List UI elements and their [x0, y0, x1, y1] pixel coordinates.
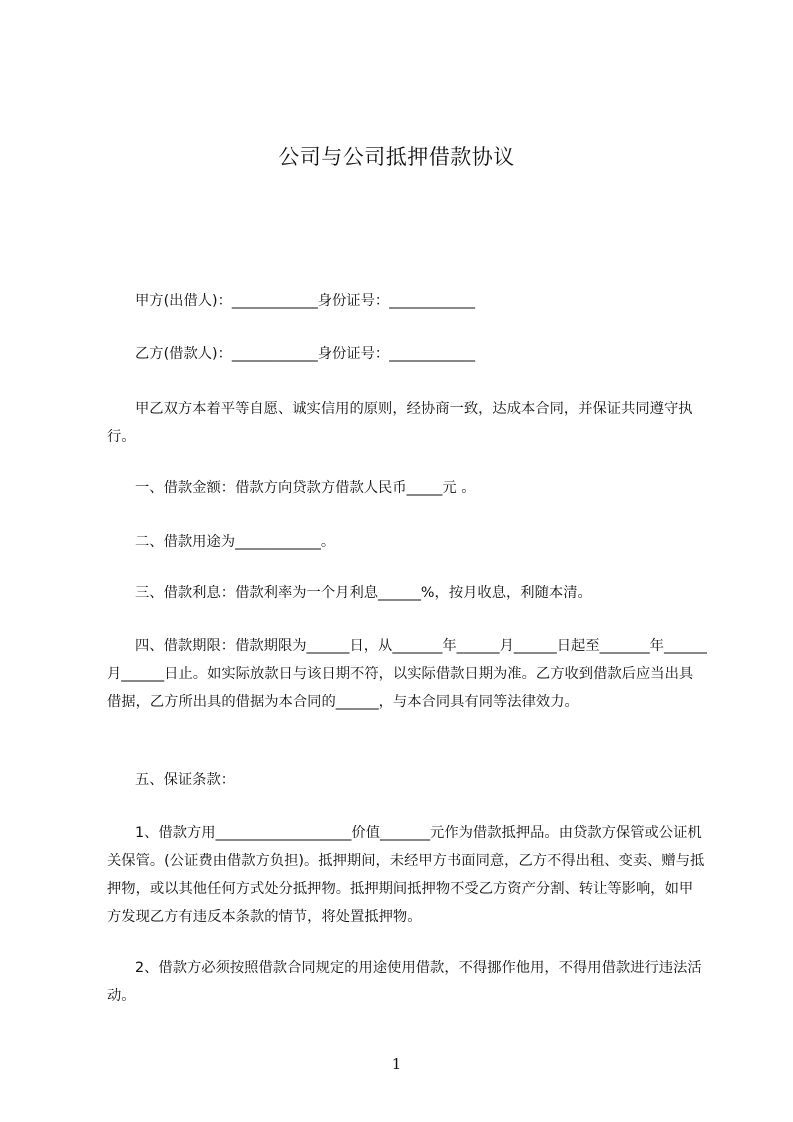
clause-5-item-2: 2、借款方必须按照借款合同规定的用途使用借款，不得挪作他用，不得用借款进行违法活动。 — [107, 960, 702, 1004]
clause-5-heading: 五、保证条款： — [135, 772, 236, 788]
intro-paragraph: 甲乙双方本着平等自愿、诚实信用的原则，经协商一致，达成本合同，并保证共同遵守执行。 — [107, 401, 693, 445]
party-a-line: 甲方(出借人)：____________身份证号：____________ — [135, 293, 475, 309]
clause-4-loan-term: 四、借款期限：借款期限为______日，从_______年______月______日起至_______年______月______日止。如实际放款日与该日期不符，以实际借款日期为准。乙方收到借款后应当出具借据，乙方所出具的借据为本合同的______，与本合同具有同等法律效力。 — [107, 638, 707, 710]
page-number: 1 — [391, 1055, 402, 1073]
clause-5-item-1: 1、借款方用___________________价值_______元作为借款抵押品。由贷款方保管或公证机关保管。(公证费由借款方负担)。抵押期间，未经甲方书面同意，乙方不得出租、变卖、赠与抵押物，或以其他任何方式处分抵押物。抵押期间抵押物不受乙方资产分割、转让等影响，如甲方发现乙方有违反本条款的情节，将处置抵押物。 — [107, 825, 705, 925]
party-b-line: 乙方(借款人)：____________身份证号：____________ — [135, 346, 475, 362]
clause-1-loan-amount: 一、借款金额：借款方向贷款方借款人民币_____元 。 — [135, 480, 476, 496]
clause-2-loan-purpose: 二、借款用途为____________。 — [135, 534, 336, 550]
document-title: 公司与公司抵押借款协议 — [278, 145, 515, 169]
clause-3-interest: 三、借款利息：借款利率为一个月利息______%，按月收息，利随本清。 — [135, 585, 592, 601]
